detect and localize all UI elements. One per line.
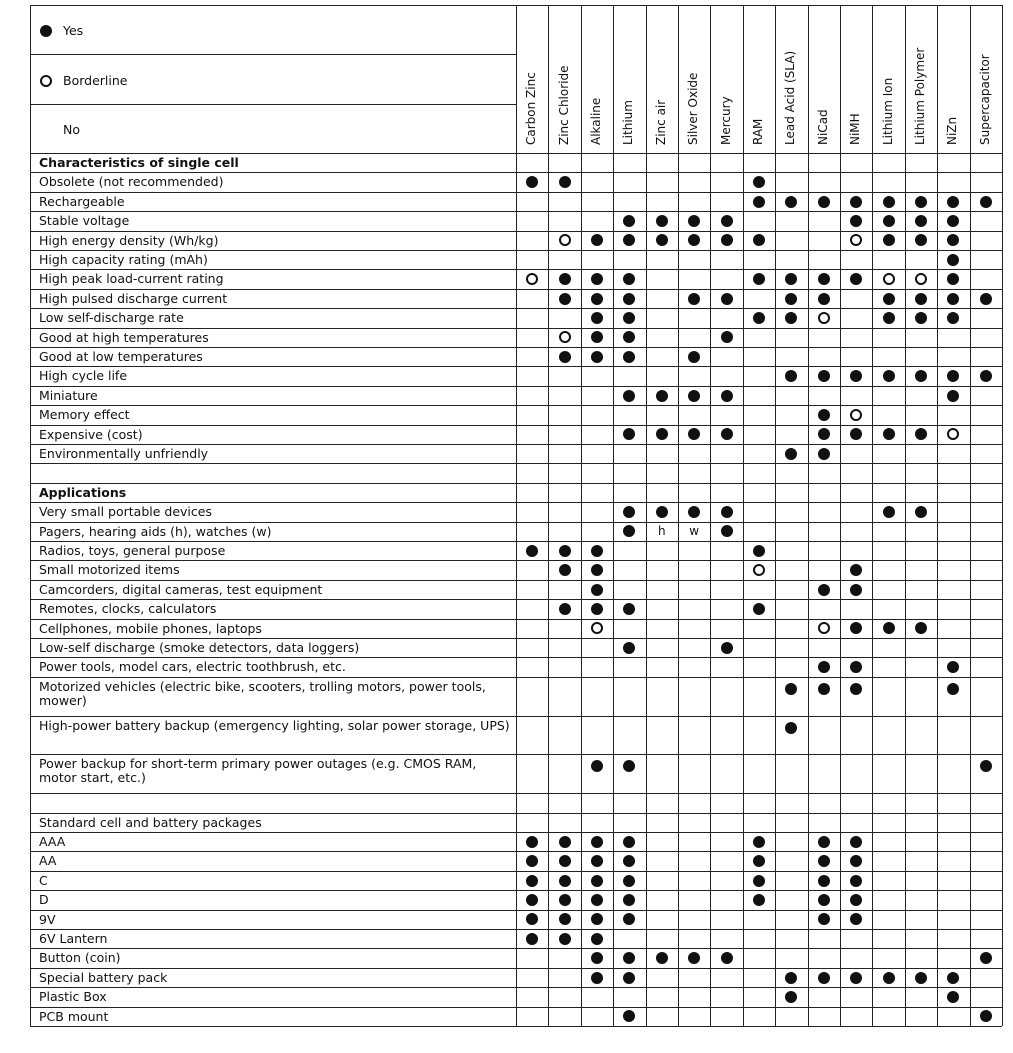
label-column-divider bbox=[516, 5, 517, 1026]
yes-dot-icon bbox=[721, 234, 733, 246]
column-header: Lead Acid (SLA) bbox=[783, 50, 798, 145]
yes-dot-icon bbox=[591, 913, 603, 925]
row-label: Rechargeable bbox=[39, 194, 125, 209]
yes-dot-icon bbox=[818, 683, 830, 695]
yes-dot-icon bbox=[591, 351, 603, 363]
column-header: RAM bbox=[751, 118, 765, 145]
yes-dot-icon bbox=[656, 506, 668, 518]
row-label: Miniature bbox=[39, 388, 98, 403]
yes-dot-icon bbox=[818, 196, 830, 208]
yes-dot-icon bbox=[947, 390, 959, 402]
yes-dot-icon bbox=[753, 273, 765, 285]
yes-dot-icon bbox=[559, 273, 571, 285]
yes-dot-icon bbox=[850, 622, 862, 634]
row-label: AA bbox=[39, 854, 57, 869]
yes-dot-icon bbox=[785, 448, 797, 460]
yes-dot-icon bbox=[753, 894, 765, 906]
row-label: Radios, toys, general purpose bbox=[39, 544, 226, 558]
row-label: Remotes, clocks, calculators bbox=[39, 602, 217, 617]
row-label: Good at low temperatures bbox=[39, 350, 203, 364]
yes-dot-icon bbox=[623, 836, 635, 848]
yes-dot-icon bbox=[850, 564, 862, 576]
row-label: Expensive (cost) bbox=[39, 427, 143, 442]
table-border-left bbox=[30, 5, 31, 1026]
yes-dot-icon bbox=[688, 390, 700, 402]
yes-dot-icon bbox=[688, 293, 700, 305]
yes-dot-icon bbox=[526, 875, 538, 887]
yes-dot-icon bbox=[818, 428, 830, 440]
column-header: NiMH bbox=[848, 113, 863, 145]
yes-dot-icon bbox=[980, 293, 992, 305]
yes-dot-icon bbox=[591, 545, 603, 557]
column-header: Mercury bbox=[718, 96, 733, 145]
legend-no-label: No bbox=[63, 122, 80, 137]
borderline-circle-icon bbox=[915, 273, 927, 285]
legend-yes-icon bbox=[40, 25, 52, 37]
yes-dot-icon bbox=[591, 855, 603, 867]
row-label: High capacity rating (mAh) bbox=[39, 253, 208, 267]
row-label bbox=[39, 796, 510, 812]
yes-dot-icon bbox=[688, 215, 700, 227]
yes-dot-icon bbox=[688, 351, 700, 363]
yes-dot-icon bbox=[623, 952, 635, 964]
row-label: Motorized vehicles (electric bike, scooters, trolling motors, power tools, mower) bbox=[39, 679, 490, 708]
yes-dot-icon bbox=[623, 642, 635, 654]
yes-dot-icon bbox=[721, 428, 733, 440]
row-label: High-power battery backup (emergency lighting, solar power storage, UPS) bbox=[39, 718, 510, 733]
yes-dot-icon bbox=[915, 428, 927, 440]
column-header: Lithium Ion bbox=[880, 77, 895, 145]
yes-dot-icon bbox=[850, 661, 862, 673]
yes-dot-icon bbox=[721, 215, 733, 227]
yes-dot-icon bbox=[623, 525, 635, 537]
yes-dot-icon bbox=[947, 661, 959, 673]
column-divider bbox=[1002, 5, 1003, 1026]
yes-dot-icon bbox=[785, 722, 797, 734]
yes-dot-icon bbox=[947, 234, 959, 246]
yes-dot-icon bbox=[915, 215, 927, 227]
yes-dot-icon bbox=[753, 855, 765, 867]
legend-borderline-label: Borderline bbox=[63, 73, 128, 88]
row-label: Power tools, model cars, electric toothbrush, etc. bbox=[39, 660, 346, 675]
yes-dot-icon bbox=[883, 312, 895, 324]
yes-dot-icon bbox=[915, 312, 927, 324]
yes-dot-icon bbox=[883, 972, 895, 984]
yes-dot-icon bbox=[947, 683, 959, 695]
yes-dot-icon bbox=[721, 506, 733, 518]
yes-dot-icon bbox=[591, 234, 603, 246]
row-label: Environmentally unfriendly bbox=[39, 447, 209, 461]
yes-dot-icon bbox=[688, 506, 700, 518]
row-label: Power backup for short-term primary power outages (e.g. CMOS RAM, motor start, etc.) bbox=[39, 757, 481, 786]
yes-dot-icon bbox=[559, 933, 571, 945]
yes-dot-icon bbox=[656, 390, 668, 402]
borderline-circle-icon bbox=[591, 622, 603, 634]
yes-dot-icon bbox=[980, 370, 992, 382]
row-label: 9V bbox=[39, 912, 56, 927]
yes-dot-icon bbox=[818, 875, 830, 887]
column-header: NiZn bbox=[945, 116, 960, 145]
yes-dot-icon bbox=[785, 273, 797, 285]
yes-dot-icon bbox=[850, 894, 862, 906]
yes-dot-icon bbox=[591, 584, 603, 596]
column-header: Zinc Chloride bbox=[556, 65, 571, 145]
yes-dot-icon bbox=[785, 370, 797, 382]
yes-dot-icon bbox=[980, 1010, 992, 1022]
column-header: NiCad bbox=[815, 109, 830, 145]
row-label: Small motorized items bbox=[39, 563, 180, 578]
yes-dot-icon bbox=[947, 370, 959, 382]
row-label: C bbox=[39, 873, 48, 888]
yes-dot-icon bbox=[591, 273, 603, 285]
yes-dot-icon bbox=[591, 331, 603, 343]
column-divider bbox=[613, 5, 614, 1026]
row-label: Low self-discharge rate bbox=[39, 311, 184, 326]
yes-dot-icon bbox=[526, 836, 538, 848]
yes-dot-icon bbox=[656, 234, 668, 246]
row-label: Memory effect bbox=[39, 408, 130, 423]
yes-dot-icon bbox=[623, 972, 635, 984]
yes-dot-icon bbox=[591, 933, 603, 945]
column-divider bbox=[905, 5, 906, 1026]
borderline-circle-icon bbox=[526, 273, 538, 285]
yes-dot-icon bbox=[721, 525, 733, 537]
column-divider bbox=[970, 5, 971, 1026]
yes-dot-icon bbox=[753, 836, 765, 848]
yes-dot-icon bbox=[850, 196, 862, 208]
yes-dot-icon bbox=[591, 894, 603, 906]
yes-dot-icon bbox=[785, 991, 797, 1003]
yes-dot-icon bbox=[688, 428, 700, 440]
yes-dot-icon bbox=[623, 875, 635, 887]
yes-dot-icon bbox=[785, 972, 797, 984]
yes-dot-icon bbox=[883, 428, 895, 440]
yes-dot-icon bbox=[559, 913, 571, 925]
yes-dot-icon bbox=[818, 273, 830, 285]
column-divider bbox=[937, 5, 938, 1026]
yes-dot-icon bbox=[883, 234, 895, 246]
yes-dot-icon bbox=[850, 875, 862, 887]
yes-dot-icon bbox=[785, 196, 797, 208]
yes-dot-icon bbox=[623, 603, 635, 615]
yes-dot-icon bbox=[883, 370, 895, 382]
borderline-circle-icon bbox=[850, 409, 862, 421]
yes-dot-icon bbox=[721, 293, 733, 305]
yes-dot-icon bbox=[915, 293, 927, 305]
row-label: High pulsed discharge current bbox=[39, 291, 228, 306]
borderline-circle-icon bbox=[753, 564, 765, 576]
yes-dot-icon bbox=[623, 273, 635, 285]
row-label: High energy density (Wh/kg) bbox=[39, 233, 219, 248]
row-label: Camcorders, digital cameras, test equipment bbox=[39, 582, 323, 597]
yes-dot-icon bbox=[591, 972, 603, 984]
yes-dot-icon bbox=[591, 293, 603, 305]
yes-dot-icon bbox=[688, 952, 700, 964]
row-label: Applications bbox=[39, 485, 127, 500]
row-label: Button (coin) bbox=[39, 951, 121, 966]
column-header: Alkaline bbox=[589, 97, 603, 145]
yes-dot-icon bbox=[947, 312, 959, 324]
yes-dot-icon bbox=[559, 545, 571, 557]
yes-dot-icon bbox=[721, 331, 733, 343]
yes-dot-icon bbox=[947, 293, 959, 305]
column-divider bbox=[678, 5, 679, 1026]
column-divider bbox=[808, 5, 809, 1026]
row-label: Stable voltage bbox=[39, 214, 130, 229]
yes-dot-icon bbox=[785, 312, 797, 324]
yes-dot-icon bbox=[591, 564, 603, 576]
row-label: High peak load-current rating bbox=[39, 272, 224, 287]
yes-dot-icon bbox=[591, 952, 603, 964]
cell-note: h bbox=[657, 524, 666, 539]
column-divider bbox=[581, 5, 582, 1026]
yes-dot-icon bbox=[980, 952, 992, 964]
row-label bbox=[39, 466, 510, 482]
yes-dot-icon bbox=[623, 351, 635, 363]
yes-dot-icon bbox=[721, 390, 733, 402]
yes-dot-icon bbox=[559, 875, 571, 887]
yes-dot-icon bbox=[883, 215, 895, 227]
yes-dot-icon bbox=[947, 273, 959, 285]
yes-dot-icon bbox=[915, 196, 927, 208]
legend-yes-label: Yes bbox=[63, 23, 84, 38]
row-label: Special battery pack bbox=[39, 970, 168, 985]
yes-dot-icon bbox=[818, 836, 830, 848]
table-row-divider bbox=[30, 1026, 1002, 1027]
yes-dot-icon bbox=[818, 913, 830, 925]
yes-dot-icon bbox=[623, 913, 635, 925]
yes-dot-icon bbox=[656, 428, 668, 440]
yes-dot-icon bbox=[883, 196, 895, 208]
column-header: Lithium bbox=[621, 100, 636, 145]
yes-dot-icon bbox=[883, 622, 895, 634]
yes-dot-icon bbox=[656, 952, 668, 964]
yes-dot-icon bbox=[559, 836, 571, 848]
yes-dot-icon bbox=[850, 428, 862, 440]
yes-dot-icon bbox=[753, 196, 765, 208]
yes-dot-icon bbox=[623, 331, 635, 343]
row-label: Standard cell and battery packages bbox=[39, 815, 262, 830]
column-divider bbox=[775, 5, 776, 1026]
yes-dot-icon bbox=[753, 312, 765, 324]
yes-dot-icon bbox=[623, 215, 635, 227]
yes-dot-icon bbox=[753, 875, 765, 887]
row-label: Low-self discharge (smoke detectors, data loggers) bbox=[39, 641, 360, 655]
column-divider bbox=[840, 5, 841, 1026]
yes-dot-icon bbox=[818, 293, 830, 305]
yes-dot-icon bbox=[785, 683, 797, 695]
yes-dot-icon bbox=[623, 855, 635, 867]
yes-dot-icon bbox=[850, 273, 862, 285]
yes-dot-icon bbox=[883, 293, 895, 305]
yes-dot-icon bbox=[915, 972, 927, 984]
yes-dot-icon bbox=[818, 409, 830, 421]
yes-dot-icon bbox=[721, 952, 733, 964]
row-label: Plastic Box bbox=[39, 990, 107, 1005]
yes-dot-icon bbox=[559, 293, 571, 305]
yes-dot-icon bbox=[591, 836, 603, 848]
yes-dot-icon bbox=[623, 1010, 635, 1022]
row-label: AAA bbox=[39, 835, 66, 849]
yes-dot-icon bbox=[623, 428, 635, 440]
yes-dot-icon bbox=[591, 312, 603, 324]
yes-dot-icon bbox=[753, 545, 765, 557]
borderline-circle-icon bbox=[850, 234, 862, 246]
row-label: Good at high temperatures bbox=[39, 330, 209, 345]
yes-dot-icon bbox=[526, 855, 538, 867]
yes-dot-icon bbox=[721, 642, 733, 654]
cell-note: w bbox=[689, 524, 700, 539]
yes-dot-icon bbox=[915, 234, 927, 246]
yes-dot-icon bbox=[915, 506, 927, 518]
row-label: Cellphones, mobile phones, laptops bbox=[39, 621, 262, 636]
yes-dot-icon bbox=[623, 894, 635, 906]
yes-dot-icon bbox=[850, 972, 862, 984]
yes-dot-icon bbox=[623, 760, 635, 772]
yes-dot-icon bbox=[526, 545, 538, 557]
yes-dot-icon bbox=[850, 215, 862, 227]
column-header: Silver Oxide bbox=[686, 72, 701, 145]
yes-dot-icon bbox=[850, 584, 862, 596]
yes-dot-icon bbox=[947, 991, 959, 1003]
row-label: Pagers, hearing aids (h), watches (w) bbox=[39, 524, 272, 539]
yes-dot-icon bbox=[623, 506, 635, 518]
column-header: Carbon Zinc bbox=[524, 72, 539, 145]
borderline-circle-icon bbox=[559, 234, 571, 246]
yes-dot-icon bbox=[980, 196, 992, 208]
yes-dot-icon bbox=[559, 351, 571, 363]
yes-dot-icon bbox=[623, 390, 635, 402]
row-label: Very small portable devices bbox=[39, 505, 212, 520]
yes-dot-icon bbox=[980, 760, 992, 772]
yes-dot-icon bbox=[850, 683, 862, 695]
yes-dot-icon bbox=[915, 622, 927, 634]
yes-dot-icon bbox=[818, 972, 830, 984]
borderline-circle-icon bbox=[947, 428, 959, 440]
row-label: PCB mount bbox=[39, 1009, 109, 1024]
yes-dot-icon bbox=[526, 913, 538, 925]
yes-dot-icon bbox=[850, 855, 862, 867]
column-header: Supercapacitor bbox=[977, 54, 992, 145]
yes-dot-icon bbox=[559, 564, 571, 576]
yes-dot-icon bbox=[559, 603, 571, 615]
borderline-circle-icon bbox=[818, 312, 830, 324]
yes-dot-icon bbox=[818, 894, 830, 906]
legend-borderline-icon bbox=[40, 75, 52, 87]
row-label: D bbox=[39, 893, 49, 908]
yes-dot-icon bbox=[850, 913, 862, 925]
borderline-circle-icon bbox=[818, 622, 830, 634]
yes-dot-icon bbox=[883, 506, 895, 518]
yes-dot-icon bbox=[753, 176, 765, 188]
yes-dot-icon bbox=[559, 894, 571, 906]
borderline-circle-icon bbox=[559, 331, 571, 343]
yes-dot-icon bbox=[818, 370, 830, 382]
yes-dot-icon bbox=[947, 196, 959, 208]
column-divider bbox=[646, 5, 647, 1026]
yes-dot-icon bbox=[688, 234, 700, 246]
column-divider bbox=[872, 5, 873, 1026]
yes-dot-icon bbox=[947, 254, 959, 266]
yes-dot-icon bbox=[623, 234, 635, 246]
yes-dot-icon bbox=[850, 836, 862, 848]
yes-dot-icon bbox=[753, 603, 765, 615]
column-divider bbox=[743, 5, 744, 1026]
row-label: Obsolete (not recommended) bbox=[39, 175, 224, 190]
yes-dot-icon bbox=[818, 661, 830, 673]
column-header: Lithium Polymer bbox=[913, 47, 927, 145]
yes-dot-icon bbox=[753, 234, 765, 246]
yes-dot-icon bbox=[818, 448, 830, 460]
row-label: Characteristics of single cell bbox=[39, 156, 239, 170]
yes-dot-icon bbox=[591, 875, 603, 887]
row-label: 6V Lantern bbox=[39, 932, 108, 946]
yes-dot-icon bbox=[591, 603, 603, 615]
yes-dot-icon bbox=[818, 855, 830, 867]
yes-dot-icon bbox=[947, 215, 959, 227]
column-divider bbox=[548, 5, 549, 1026]
row-label: High cycle life bbox=[39, 369, 128, 384]
column-divider bbox=[710, 5, 711, 1026]
yes-dot-icon bbox=[656, 215, 668, 227]
yes-dot-icon bbox=[915, 370, 927, 382]
yes-dot-icon bbox=[526, 176, 538, 188]
yes-dot-icon bbox=[850, 370, 862, 382]
yes-dot-icon bbox=[526, 894, 538, 906]
borderline-circle-icon bbox=[883, 273, 895, 285]
yes-dot-icon bbox=[785, 293, 797, 305]
yes-dot-icon bbox=[526, 933, 538, 945]
column-header: Zinc air bbox=[653, 99, 668, 145]
yes-dot-icon bbox=[947, 972, 959, 984]
yes-dot-icon bbox=[591, 760, 603, 772]
legend-divider bbox=[30, 104, 516, 105]
yes-dot-icon bbox=[623, 312, 635, 324]
yes-dot-icon bbox=[559, 855, 571, 867]
legend-divider bbox=[30, 54, 516, 55]
yes-dot-icon bbox=[559, 176, 571, 188]
yes-dot-icon bbox=[818, 584, 830, 596]
yes-dot-icon bbox=[623, 293, 635, 305]
